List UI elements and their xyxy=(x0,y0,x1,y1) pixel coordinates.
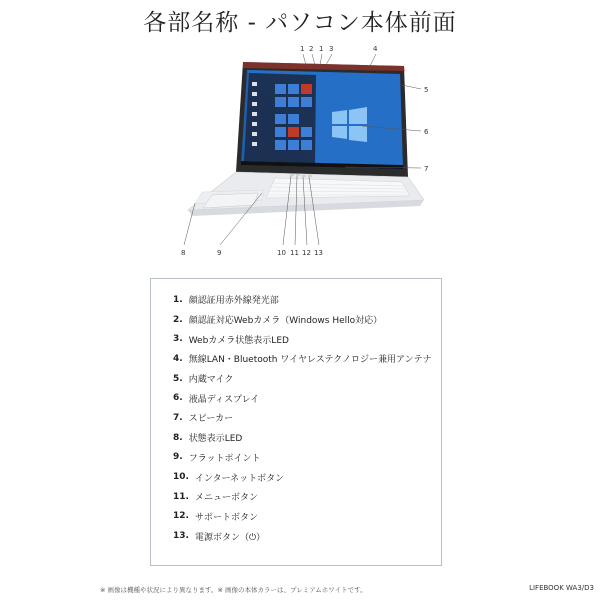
callout-bottom-4: 11 xyxy=(290,249,299,257)
parts-list xyxy=(150,278,442,566)
callout-right-1: 5 xyxy=(424,86,429,94)
item-number: 2. xyxy=(173,314,183,325)
list-item xyxy=(173,369,441,389)
item-label: スピーカー xyxy=(188,414,234,425)
item-number: 11. xyxy=(173,491,189,502)
laptop-illustration xyxy=(140,40,460,262)
item-label: Webカメラ状態表示LED xyxy=(188,335,289,346)
item-label: メニューボタン xyxy=(194,493,258,504)
item-label: サポートボタン xyxy=(194,512,258,523)
item-number: 3. xyxy=(173,334,183,345)
item-label: 無線LAN・Bluetooth ワイヤレステクノロジー兼用アンテナ xyxy=(188,355,432,366)
list-item xyxy=(173,467,441,487)
item-label: インターネットボタン xyxy=(194,473,285,484)
callout-bottom-6: 13 xyxy=(314,249,323,257)
item-label: 電源ボタン（⏻） xyxy=(194,532,266,543)
callout-top-5: 4 xyxy=(373,45,378,53)
callout-bottom-3: 10 xyxy=(277,249,286,257)
item-number: 5. xyxy=(173,373,183,384)
list-item xyxy=(173,448,441,468)
item-number: 7. xyxy=(173,412,183,423)
page-title: 各部名称 - パソコン本体前面 xyxy=(143,10,457,36)
list-item xyxy=(173,329,441,349)
callout-bottom-1: 8 xyxy=(181,249,186,257)
callout-top-2: 2 xyxy=(309,45,314,53)
item-label: フラットポイント xyxy=(188,453,261,464)
list-item xyxy=(173,526,441,546)
footer-note: ※ 画像は機種や状況により異なります。※ 画像の本体カラーは、プレミアムホワイトです。 xyxy=(100,586,367,594)
callout-top-4: 3 xyxy=(329,45,334,53)
item-number: 6. xyxy=(173,393,183,404)
list-item xyxy=(173,349,441,369)
list-item xyxy=(173,310,441,330)
item-number: 13. xyxy=(173,531,189,542)
list-item xyxy=(173,388,441,408)
item-label: 顔認証用赤外線発光部 xyxy=(188,296,279,307)
item-label: 液晶ディスプレイ xyxy=(188,394,260,405)
callout-bottom-5: 12 xyxy=(302,249,311,257)
model-name: LIFEBOOK WA3/D3 xyxy=(529,584,594,592)
laptop-figure xyxy=(140,40,460,262)
list-item xyxy=(173,487,441,507)
item-number: 4. xyxy=(173,353,183,364)
list-item xyxy=(173,428,441,448)
callout-top-3: 1 xyxy=(319,45,324,53)
item-number: 1. xyxy=(173,294,183,305)
item-number: 10. xyxy=(173,472,189,483)
item-label: 内蔵マイク xyxy=(188,375,234,386)
item-number: 8. xyxy=(173,432,183,443)
callout-bottom-2: 9 xyxy=(217,249,222,257)
item-label: 状態表示LED xyxy=(188,434,243,445)
list-item xyxy=(173,408,441,428)
item-number: 12. xyxy=(173,511,189,522)
list-item xyxy=(173,507,441,527)
callout-right-3: 7 xyxy=(424,165,429,173)
item-label: 顔認証対応Webカメラ（Windows Hello対応） xyxy=(188,316,383,327)
list-item xyxy=(173,290,441,310)
item-number: 9. xyxy=(173,452,183,463)
callout-right-2: 6 xyxy=(424,128,429,136)
callout-top-1: 1 xyxy=(300,45,305,53)
